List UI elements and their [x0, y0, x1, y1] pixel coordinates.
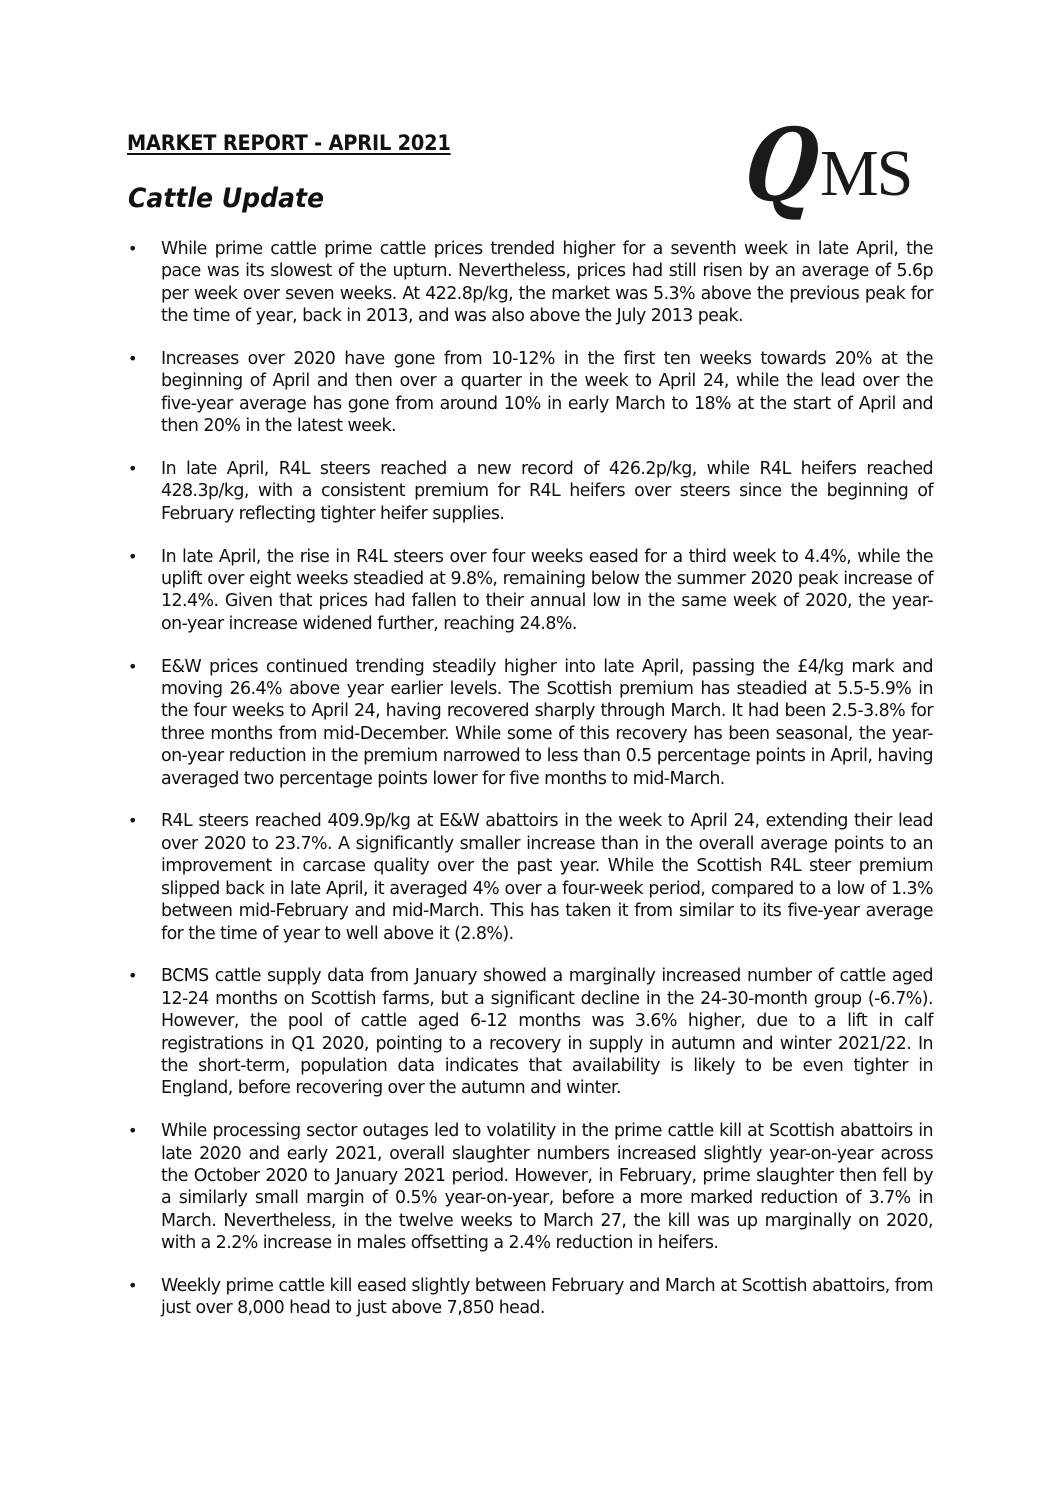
bullet-icon: • — [128, 811, 137, 831]
bullet-item — [128, 965, 933, 1099]
logo-ms-text: MS — [820, 137, 912, 210]
bullet-text: Increases over 2020 have gone from 10-12% in the first ten weeks towards 20% at the beginning of April and then over a quarter in the week to April 24, while the lead over the five-year average has gone from around 10% in early March to 18% at the start of April and then 20% in the latest week. — [161, 349, 933, 437]
bullet-text: BCMS cattle supply data from January showed a marginally increased number of cattle aged 12-24 months on Scottish farms, but a significant decline in the 24-30-month group (-6.7%). However, the pool of cattle aged 6-12 months was 3.6% higher, due to a lift in calf registrations in Q1 2020, pointing to a recovery in supply in autumn and winter 2021/22. In the short-term, population data indicates that availability is likely to be even tighter in England, before recovering over the autumn and winter. — [161, 966, 933, 1099]
bullet-text: In late April, the rise in R4L steers over four weeks eased for a third week to 4.4%, while the uplift over eight weeks steadied at 9.8%, remaining below the summer 2020 peak increase of 12.4%. Given that prices had fallen to their annual low in the same week of 2020, the year-on-year increase widened further, reaching 24.8%. — [161, 546, 933, 634]
bullet-item — [128, 458, 933, 525]
bullet-item — [128, 656, 933, 790]
bullet-item — [128, 1120, 933, 1254]
bullet-icon: • — [128, 1121, 137, 1141]
qms-logo — [739, 106, 937, 224]
bullet-text: R4L steers reached 409.9p/kg at E&W abattoirs in the week to April 24, extending their lead over 2020 to 23.7%. A significantly smaller increase than in the overall average points to an improvement in carcase quality over the past year. While the Scottish R4L steer premium slipped back in late April, it averaged 4% over a four-week period, compared to a low of 1.3% between mid-February and mid-March. This has taken it from similar to its five-year average for the time of year to well above it (2.8%). — [161, 811, 933, 944]
bullet-text: While processing sector outages led to volatility in the prime cattle kill at Scottish abattoirs in late 2020 and early 2021, overall slaughter numbers increased slightly year-on-year across the October 2020 to January 2021 period. However, in February, prime slaughter then fell by a similarly small margin of 0.5% year-on-year, before a more marked reduction of 3.7% in March. Nevertheless, in the twelve weeks to March 27, the kill was up marginally on 2020, with a 2.2% increase in males offsetting a 2.4% reduction in heifers. — [161, 1121, 933, 1254]
bullet-text: Weekly prime cattle kill eased slightly between February and March at Scottish abattoirs, from just over 8,000 head to just above 7,850 head. — [161, 1275, 933, 1319]
bullet-list — [128, 238, 933, 1340]
section-title: Cattle Update — [128, 183, 325, 214]
bullet-icon: • — [128, 459, 137, 479]
bullet-icon: • — [128, 546, 137, 566]
bullet-icon: • — [128, 239, 137, 258]
bullet-item — [128, 546, 933, 636]
bullet-item — [128, 810, 933, 944]
bullet-icon: • — [128, 349, 137, 369]
bullet-icon: • — [128, 966, 137, 986]
bullet-icon: • — [128, 1275, 137, 1295]
bullet-item — [128, 1275, 933, 1320]
logo-q-glyph: Q — [739, 106, 825, 224]
bullet-text: In late April, R4L steers reached a new record of 426.2p/kg, while R4L heifers reached 428.3p/kg, with a consistent premium for R4L heifers over steers since the beginning of February reflecting tighter heifer supplies. — [161, 459, 933, 524]
bullet-text: While prime cattle prime cattle prices trended higher for a seventh week in late April, the pace was its slowest of the upturn. Nevertheless, prices had still risen by an average of 5.6p per week over seven weeks. At 422.8p/kg, the market was 5.3% above the previous peak for the time of year, back in 2013, and was also above the July 2013 peak. — [161, 239, 933, 327]
bullet-item — [128, 348, 933, 438]
report-title: MARKET REPORT - APRIL 2021 — [127, 131, 451, 155]
bullet-text: E&W prices continued trending steadily higher into late April, passing the £4/kg mark and moving 26.4% above year earlier levels. The Scottish premium has steadied at 5.5-5.9% in the four weeks to April 24, having recovered sharply through March. It had been 2.5-3.8% for three months from mid-December. While some of this recovery has been seasonal, the year-on-year reduction in the premium narrowed to less than 0.5 percentage points in April, having averaged two percentage points lower for five months to mid-March. — [161, 656, 933, 789]
bullet-item — [128, 238, 933, 328]
bullet-icon: • — [128, 656, 137, 676]
